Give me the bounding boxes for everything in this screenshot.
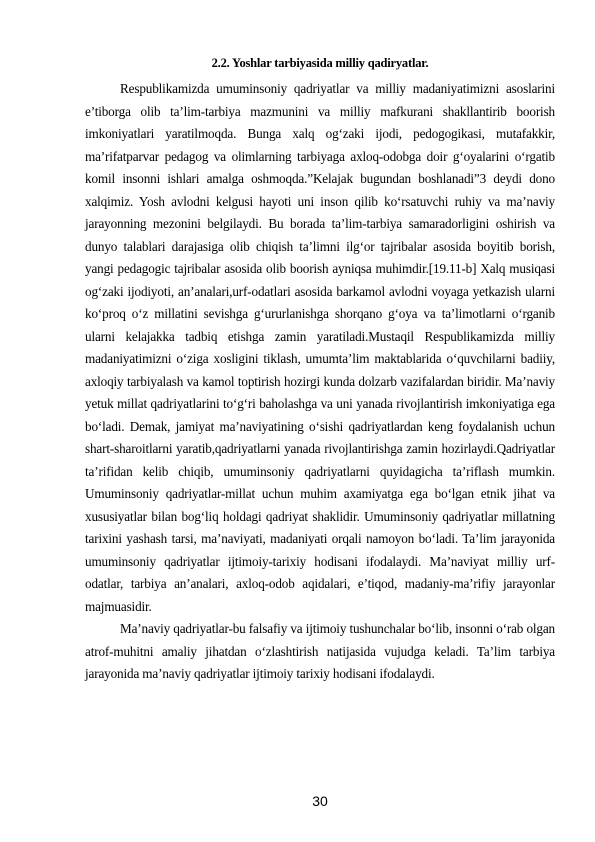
paragraph-1: Respublikamizda umuminsoniy qadriyatlar va milliy madaniyatimizni asoslarini e’tiborga olib ta’lim-tarbiya mazmunini va milliy mafkurani shakllantirib boorish imkoniyatlari yaratilmoqda. Bunga xalq og‘zaki ijodi, pedogogikasi, mutafakkir, ma’rifatparvar pedagog va olimlarning tarbiyaga axloq-odobga doir g‘oyalarini o‘rgatib komil insonni ishlari amalga oshmoqda.”Kelajak bugundan boshlanadi”3 deydi dono xalqimiz. Yosh avlodni kelgusi hayoti uni inson qilib ko‘rsatuvchi ruhiy va ma’naviy jarayonning mezonini belgilaydi. Bu borada ta’lim-tarbiya samaradorligini oshirish va dunyo talablari darajasiga olib chiqish ta’limni ilg‘or tajribalar asosida boyitib borish, yangi pedagogic tajribalar asosida olib boorish ayniqsa muhimdir.[19.11-b] Xalq musiqasi og‘zaki ijodiyoti, an’analari,urf-odatlari asosida barkamol avlodni voyaga yetkazish ularni ko‘proq o‘z millatini sevishga g‘ururlanishga shorqano g‘oya va ta’limotlarni o‘rganib ularni kelajakka tadbiq etishga zamin yaratiladi.Mustaqil Respublikamizda milliy madaniyatimizni o‘ziga xosligini tiklash, umumta’lim maktablarida o‘quvchilarni badiiy, axloqiy tarbiyalash va kamol toptirish hozirgi kunda dolzarb vazifalardan biridir. Ma’naviy yetuk millat qadriyatlarini to‘g‘ri baholashga va uni yanada rivojlantirish imkoniyatiga ega bo‘ladi. Demak, jamiyat ma’naviyatining o‘sishi qadriyatlardan keng foydalanish uchun shart-sharoitlarni yaratib,qadriyatlarni yanada rivojlantirishga zamin hozirlaydi.Qadriyatlar ta’rifidan kelib chiqib, umuminsoniy qadriyatlarni quyidagicha ta’riflash mumkin. Umuminsoniy qadriyatlar-millat uchun muhim axamiyatga ega bo‘lgan etnik jihat va xususiyatlar bilan bog‘liq holdagi qadriyat shaklidir. Umuminsoniy qadriyatlar millatning tarixini yashash tarsi, ma’naviyati, madaniyati orqali namoyon bo‘ladi. Ta’lim jarayonida umuminsoniy qadriyatlar ijtimoiy-tarixiy hodisani ifodalaydi. Ma’naviyat milliy urf-odatlar, tarbiya an’analari, axloq-odob aqidalari, e’tiqod, madaniy-ma’rifiy jarayonlar majmuasidir. [85, 81, 555, 614]
page-number: 30 [312, 793, 328, 809]
paragraph-2: Ma’naviy qadriyatlar-bu falsafiy va ijtimoiy tushunchalar bo‘lib, insonni o‘rab olgan atrof-muhitni amaliy jihatdan o‘zlashtirish natijasida vujudga keladi. Ta’lim tarbiya jarayonida ma’naviy qadriyatlar ijtimoiy tarixiy hodisani ifodalaydi. [85, 621, 555, 681]
body-text [85, 78, 555, 686]
section-heading: 2.2. Yoshlar tarbiyasida milliy qadiryatlar. [211, 56, 429, 70]
